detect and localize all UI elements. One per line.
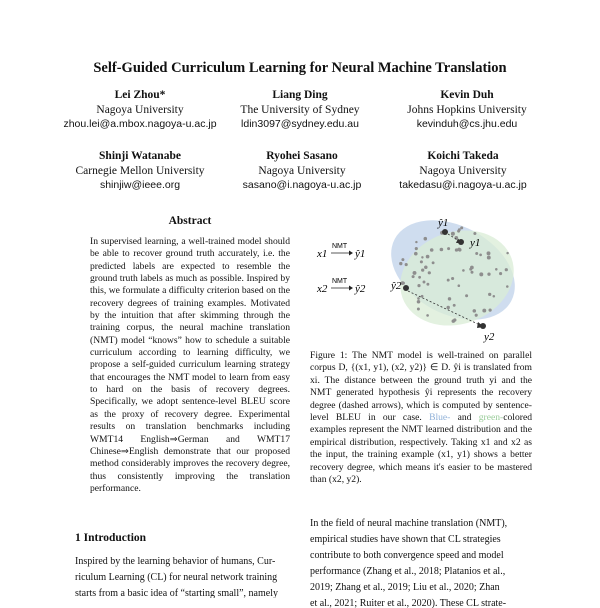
scatter-point bbox=[420, 260, 423, 263]
author-affiliation: Carnegie Mellon University bbox=[75, 164, 205, 177]
scatter-point bbox=[421, 268, 424, 271]
author-email[interactable]: kevinduh@cs.jhu.edu bbox=[416, 118, 518, 130]
mapping-x1 bbox=[316, 243, 365, 260]
scatter-point bbox=[479, 254, 482, 257]
scatter-point bbox=[426, 283, 429, 286]
section-heading-introduction: 1 Introduction bbox=[75, 532, 147, 544]
scatter-point bbox=[424, 266, 428, 270]
author-name: Ryohei Sasano bbox=[266, 150, 338, 162]
caption-blue-word: Blue- bbox=[429, 412, 451, 424]
scatter-point bbox=[430, 248, 434, 252]
author-affiliation: Nagoya University bbox=[419, 164, 507, 177]
scatter-point bbox=[487, 256, 491, 260]
intro-line: Inspired by the learning behavior of humans, Cur- bbox=[75, 556, 276, 567]
scatter-point bbox=[417, 308, 420, 311]
author-email[interactable]: shinjiw@ieee.org bbox=[99, 179, 181, 191]
scatter-point bbox=[499, 272, 502, 275]
introduction-right-paragraph bbox=[310, 516, 532, 608]
y2-point-label: y2 bbox=[484, 331, 495, 343]
scatter-point bbox=[457, 230, 460, 233]
nmt-label: NMT bbox=[332, 278, 348, 285]
introduction-body bbox=[75, 554, 295, 598]
scatter-point bbox=[448, 297, 451, 300]
arrowhead bbox=[349, 251, 353, 256]
scatter-point bbox=[487, 251, 491, 255]
scatter-point bbox=[413, 271, 417, 275]
scatter-point bbox=[405, 263, 408, 266]
figure-1-diagram bbox=[305, 212, 535, 347]
scatter-point bbox=[457, 248, 460, 251]
body-line: performance (Zhang et al., 2018; Platanios et al., bbox=[310, 566, 506, 577]
author-affiliation: Johns Hopkins University bbox=[407, 103, 527, 116]
scatter-point bbox=[412, 275, 415, 278]
author-name: Kevin Duh bbox=[440, 89, 494, 101]
body-line: In the field of neural machine translation (NMT), bbox=[310, 518, 508, 529]
author-email[interactable]: takedasu@i.nagoya-u.ac.jp bbox=[399, 179, 527, 191]
intro-line: riculum Learning (CL) for neural network training bbox=[75, 572, 278, 583]
body-line: empirical studies have shown that CL strategies bbox=[310, 534, 501, 545]
scatter-point bbox=[505, 268, 508, 271]
scatter-point bbox=[453, 304, 456, 307]
scatter-point bbox=[506, 252, 508, 254]
scatter-point bbox=[399, 262, 402, 265]
scatter-point bbox=[451, 277, 454, 280]
scatter-point bbox=[432, 261, 435, 264]
scatter-point bbox=[495, 268, 498, 271]
y2-point bbox=[480, 323, 486, 329]
abstract-body: In supervised learning, a well-trained model should be able to recover ground truth accurately, i.e. the predicted labels are expected to resemble the ground truth labels as much as possible. Inspired by this, we formulate a difficulty criterion based on the recovery degrees of training examples. Motivated by the intuition that after skimming through the training corpus, the neural machine translation (NMT) model “knows” how to schedule a suitable curriculum according to learning difficulty, we propose a self-guided curriculum learning strategy that encourages the NMT model to learn from easy to hard on the basis of recovery degrees. Specifically, we adopt sentence-level BLEU score as the proxy of recovery degree. Experimental results on translation benchmarks including WMT14 English⇒German and WMT17 Chinese⇒English demonstrate that our proposed method considerably improves the recovery degree, thus consistently improving the translation performance. bbox=[90, 236, 290, 494]
y1-hat-point-label: ŷ1 bbox=[438, 217, 449, 229]
scatter-point bbox=[473, 232, 476, 235]
caption-text: colored examples represent the NMT learned distribution and the empirical distribution, respectively. Taking x1 and x2 as the input, the training example (x1, y1) shows a better recovery degree, which means it's easier to be mastered than (x2, y2). bbox=[310, 412, 533, 486]
scatter-point bbox=[440, 248, 444, 252]
y2-hat-label: ŷ2 bbox=[355, 283, 366, 295]
scatter-point bbox=[458, 284, 461, 287]
body-line: 2019; Zhang et al., 2019; Liu et al., 2020; Zhan bbox=[310, 582, 500, 593]
y1-hat-point bbox=[442, 229, 448, 235]
scatter-point bbox=[452, 319, 456, 323]
scatter-point bbox=[506, 285, 509, 288]
scatter-point bbox=[447, 247, 450, 250]
y2-hat-point-label: ŷ2 bbox=[391, 280, 402, 292]
scatter-point bbox=[417, 297, 420, 300]
scatter-point bbox=[470, 266, 474, 270]
intro-line: starts from a basic idea of “starting small”, namely bbox=[75, 588, 278, 598]
author-2 bbox=[205, 88, 395, 132]
mapping-x2 bbox=[316, 278, 366, 295]
scatter-point bbox=[417, 300, 421, 304]
author-name: Liang Ding bbox=[272, 89, 328, 101]
arrowhead bbox=[349, 286, 353, 291]
author-name: Koichi Takeda bbox=[427, 150, 499, 162]
author-name: Shinji Watanabe bbox=[99, 150, 181, 162]
abstract-heading: Abstract bbox=[168, 215, 212, 227]
scatter-point bbox=[488, 293, 491, 296]
scatter-point bbox=[451, 232, 455, 236]
author-email[interactable]: sasano@i.nagoya-u.ac.jp bbox=[242, 179, 362, 191]
scatter-point bbox=[471, 271, 474, 274]
caption-green-word: green- bbox=[478, 412, 504, 424]
scatter-point bbox=[415, 247, 418, 250]
scatter-point bbox=[401, 258, 404, 261]
author-affiliation: Nagoya University bbox=[258, 164, 346, 177]
scatter-point bbox=[479, 272, 483, 276]
scatter-point bbox=[465, 294, 468, 297]
scatter-point bbox=[482, 309, 486, 313]
author-6 bbox=[368, 149, 558, 193]
scatter-point bbox=[475, 252, 478, 255]
body-line: contribute to both convergence speed and model bbox=[310, 550, 504, 561]
author-email[interactable]: ldin3097@sydney.edu.au bbox=[241, 118, 359, 130]
scatter-point bbox=[460, 226, 463, 229]
author-3 bbox=[372, 88, 562, 132]
x2-label: x2 bbox=[317, 283, 328, 295]
scatter-point bbox=[415, 241, 417, 243]
scatter-point bbox=[475, 314, 478, 317]
y1-point bbox=[458, 239, 464, 245]
scatter-point bbox=[418, 276, 421, 279]
author-affiliation: The University of Sydney bbox=[240, 103, 360, 116]
y1-point-label: y1 bbox=[470, 237, 481, 249]
caption-text: Figure 1: The NMT model is well-trained on parallel corpus D, {(x1, y1), (x2, y2)} ∈ D. ŷi is translated from xi. The distance between the ground truth yi and the NMT generated hypothesis ŷi represents the recovery degree (dashed arrows), which is computed by sentence-level BLEU in our case. bbox=[310, 350, 532, 424]
scatter-point bbox=[424, 237, 428, 241]
scatter-point bbox=[426, 314, 429, 317]
body-line: et al., 2021; Ruiter et al., 2020). These CL strate- bbox=[310, 598, 507, 608]
scatter-point bbox=[421, 295, 424, 298]
y2-hat-point bbox=[403, 285, 409, 291]
scatter-point bbox=[446, 306, 449, 309]
caption-text: and bbox=[450, 412, 479, 424]
scatter-point bbox=[428, 271, 431, 274]
figure-1-caption bbox=[310, 350, 532, 486]
scatter-point bbox=[447, 279, 450, 282]
scatter-point bbox=[489, 309, 492, 312]
scatter-point bbox=[487, 273, 490, 276]
scatter-point bbox=[462, 269, 465, 272]
scatter-point bbox=[421, 256, 423, 258]
author-affiliation: Nagoya University bbox=[96, 103, 184, 116]
x1-label: x1 bbox=[317, 248, 328, 260]
paper-title: Self-Guided Curriculum Learning for Neural Machine Translation bbox=[93, 60, 507, 76]
scatter-point bbox=[414, 252, 418, 256]
scatter-point bbox=[402, 282, 405, 285]
nmt-label: NMT bbox=[332, 243, 348, 250]
scatter-point bbox=[493, 295, 496, 298]
y1-hat-label: ŷ1 bbox=[355, 248, 366, 260]
author-name: Lei Zhou* bbox=[114, 89, 166, 101]
scatter-point bbox=[423, 281, 426, 284]
scatter-point bbox=[417, 284, 420, 287]
scatter-point bbox=[473, 309, 477, 313]
scatter-point bbox=[426, 255, 430, 259]
author-email[interactable]: zhou.lei@a.mbox.nagoya-u.ac.jp bbox=[63, 118, 217, 130]
